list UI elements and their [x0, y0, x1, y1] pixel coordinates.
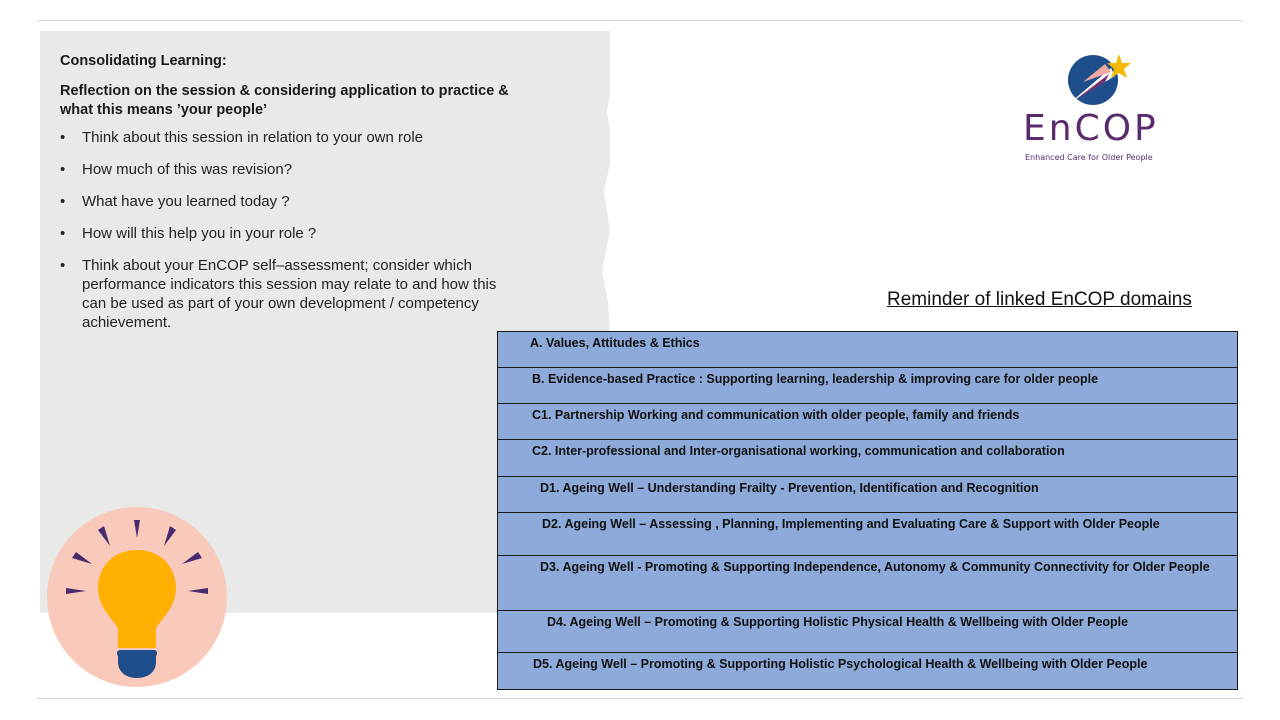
domain-row: D4. Ageing Well – Promoting & Supporting Holistic Physical Health & Wellbeing with Older People	[498, 611, 1237, 653]
encop-logo	[1020, 50, 1180, 170]
list-item: • How will this help you in your role ?	[60, 225, 317, 242]
bullet-icon: •	[60, 225, 66, 242]
domain-row: D1. Ageing Well – Understanding Frailty - Prevention, Identification and Recognition	[498, 477, 1237, 513]
list-item: • Think about your EnCOP self–assessment; consider which performance indicators this session may relate to and how this can be used as part of your own development / competency achievement.	[60, 257, 497, 331]
domain-row: D5. Ageing Well – Promoting & Supporting Holistic Psychological Health & Wellbeing with Older People	[533, 657, 1148, 671]
reflection-list	[60, 128, 510, 332]
domains-table	[497, 331, 1238, 690]
domain-row: C1. Partnership Working and communication with older people, family and friends	[498, 404, 1237, 440]
bottom-divider	[37, 698, 1243, 699]
shooting-star-icon	[1065, 52, 1135, 108]
section-subheading: Reflection on the session & considering application to practice & what this means ’your people’	[60, 83, 509, 118]
list-item: • What have you learned today ?	[60, 193, 290, 210]
domain-row: B. Evidence-based Practice : Supporting learning, leadership & improving care for older people	[498, 368, 1237, 404]
list-item: • Think about this session in relation to your own role	[60, 129, 424, 146]
bullet-icon: •	[60, 193, 66, 210]
logo-name: EnCOP	[1023, 108, 1159, 149]
domains-title: Reminder of linked EnCOP domains	[887, 289, 1192, 310]
lightbulb-icon	[46, 506, 228, 688]
domain-row: C2. Inter-professional and Inter-organisational working, communication and collaboration	[498, 440, 1237, 477]
bullet-icon: •	[60, 161, 66, 178]
section-heading: Consolidating Learning:	[60, 53, 227, 69]
reflection-text	[60, 53, 510, 345]
logo-tagline: Enhanced Care for Older People	[1025, 153, 1153, 162]
list-item: • How much of this was revision?	[60, 161, 293, 178]
domain-row: A. Values, Attitudes & Ethics	[498, 332, 1237, 368]
domain-row: D2. Ageing Well – Assessing , Planning, Implementing and Evaluating Care & Support with Older People	[498, 513, 1237, 556]
bullet-icon: •	[60, 257, 66, 274]
domain-row: D3. Ageing Well - Promoting & Supporting Independence, Autonomy & Community Connectivity for Older People	[498, 556, 1237, 611]
top-divider	[37, 20, 1243, 21]
bullet-icon: •	[60, 129, 66, 146]
